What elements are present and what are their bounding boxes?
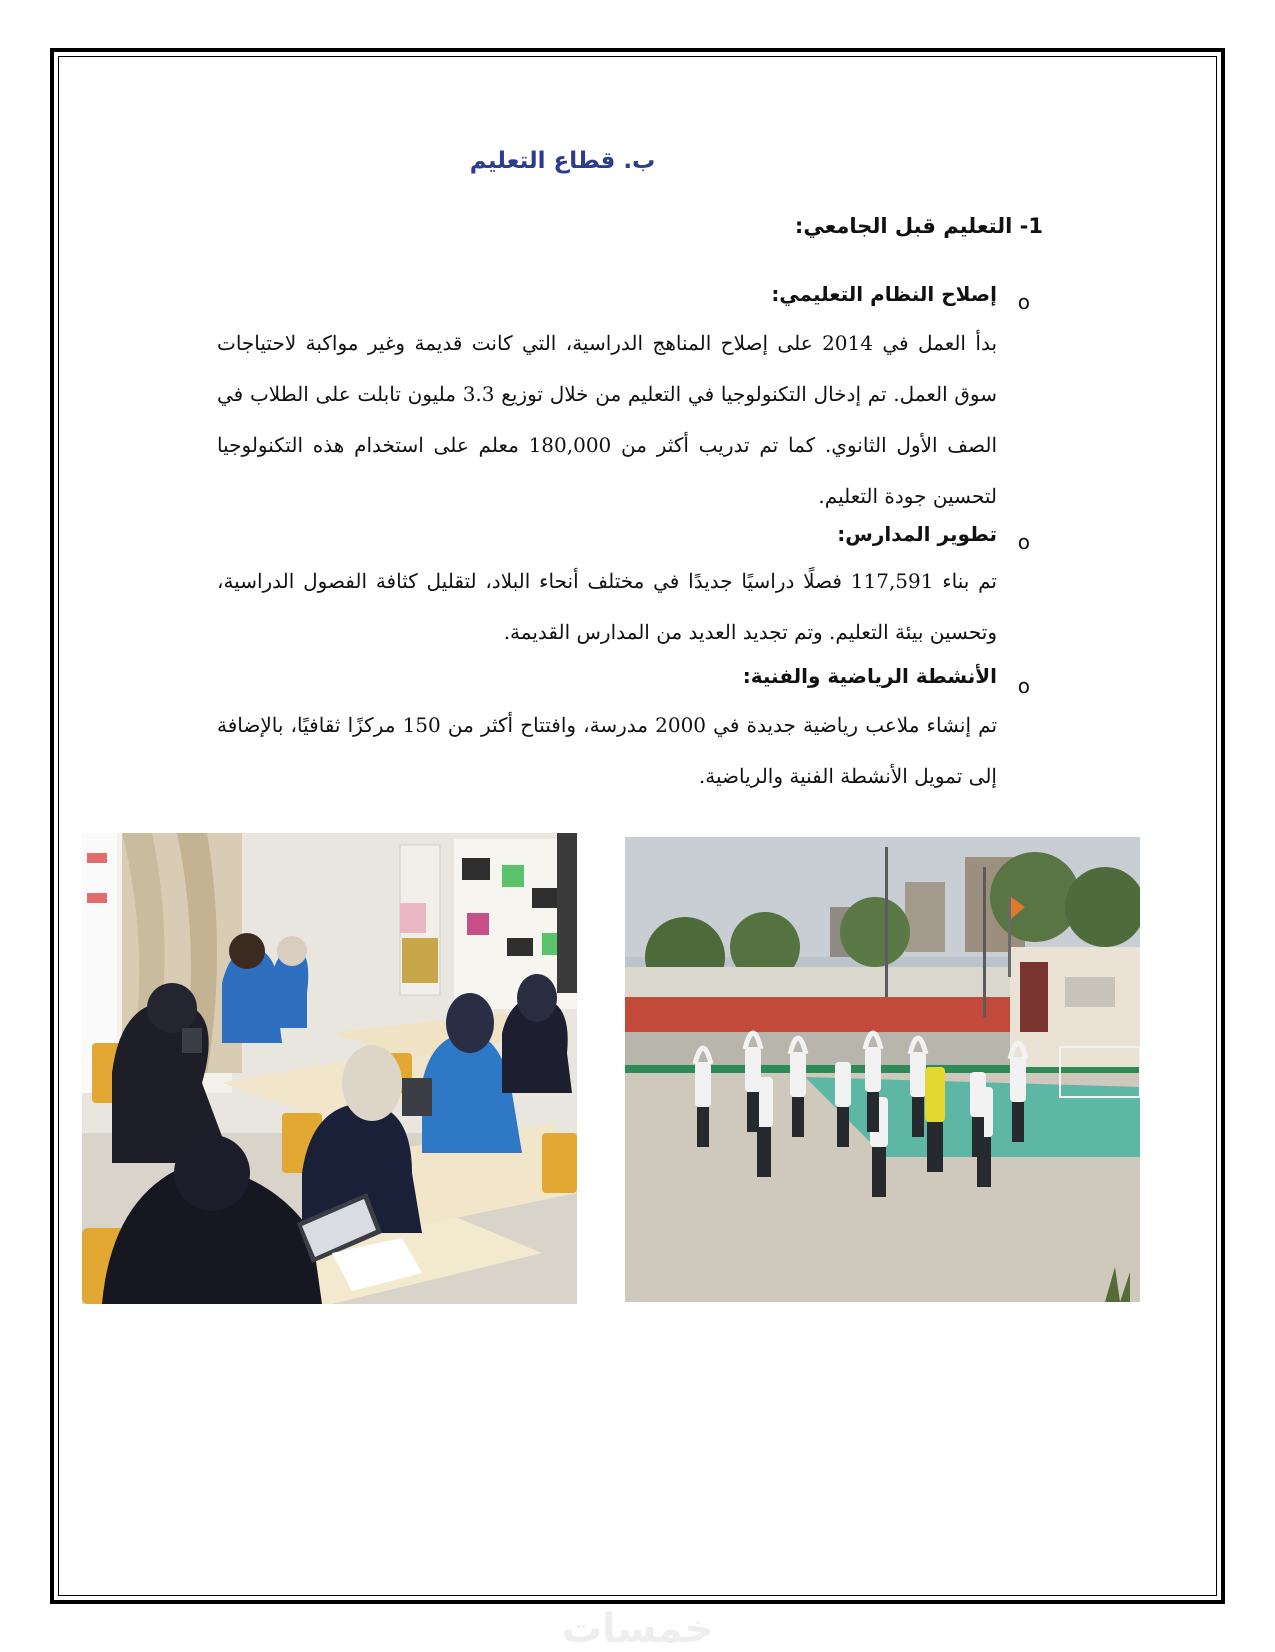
item-body-reform: بدأ العمل في 2014 على إصلاح المناهج الدراسية، التي كانت قديمة وغير مواكبة لاحتياجات سوق العمل. تم إدخال التكنولوجيا في التعليم من خلال توزيع 3.3 مليون تابلت على الطلاب في الصف الأول الثانوي. كما تم تدريب أكثر من 180,000 معلم على استخدام هذه التكنولوجيا لتحسين جودة التعليم. [217,331,998,508]
pre-university-heading: 1- التعليم قبل الجامعي: [794,214,1043,238]
section-title: ب. قطاع التعليم [469,148,656,174]
bullet-marker: o [1017,674,1030,698]
sports-yard-photo [625,837,1140,1302]
bullet-marker: o [1017,530,1030,554]
bullet-marker: o [1017,290,1030,314]
classroom-photo [82,833,577,1304]
item-body-activities: تم إنشاء ملاعب رياضية جديدة في 2000 مدرسة، وافتتاح أكثر من 150 مركزًا ثقافيًا، بالإضافة إلى تمويل الأنشطة الفنية والرياضية. [217,713,998,788]
item-title-schools: تطوير المدارس: [837,522,997,546]
watermark: خمسات [561,1606,714,1652]
page-border-inner [58,56,1217,1596]
item-title-reform: إصلاح النظام التعليمي: [771,282,997,306]
item-body-schools: تم بناء 117,591 فصلًا دراسيًا جديدًا في مختلف أنحاء البلاد، لتقليل كثافة الفصول الدراسية، وتحسين بيئة التعليم. وتم تجديد العديد من المدارس القديمة. [217,569,997,644]
item-title-activities: الأنشطة الرياضية والفنية: [742,664,997,688]
